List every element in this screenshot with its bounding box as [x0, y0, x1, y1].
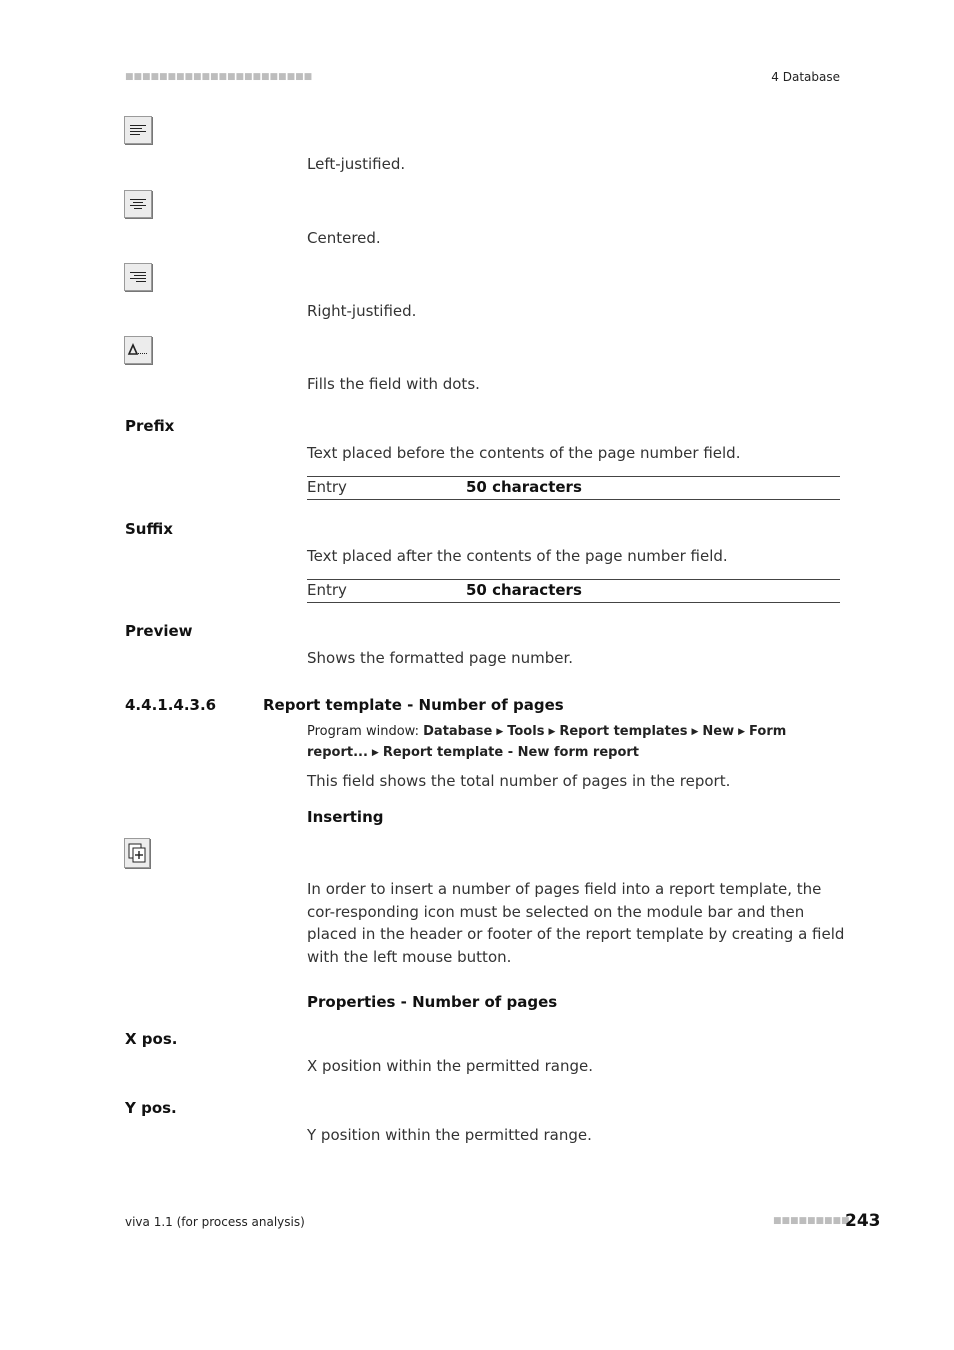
preview-description: Shows the formatted page number. [307, 649, 574, 667]
section-intro: This field shows the total number of pages in the report. [307, 772, 731, 790]
menu-path [307, 722, 847, 764]
menu-path-tools: Tools [507, 724, 545, 739]
prefix-entry-table [307, 476, 840, 500]
path-arrow-icon: ▶ [548, 727, 556, 737]
prefix-entry-value: 50 characters [466, 478, 582, 496]
suffix-description: Text placed after the contents of the page number field. [307, 547, 728, 565]
ypos-description: Y position within the permitted range. [307, 1126, 592, 1144]
menu-path-form-report: Form report... [307, 724, 787, 760]
xpos-term: X pos. [125, 1030, 178, 1048]
menu-path-new: New [702, 724, 735, 739]
align-center-description: Centered. [307, 229, 381, 247]
menu-path-new-form-report: Report template - New form report [382, 745, 640, 760]
align-left-icon [124, 116, 152, 144]
fill-dots-icon [124, 336, 152, 364]
page-number: 243 [845, 1211, 881, 1231]
prefix-entry-label: Entry [307, 478, 347, 496]
menu-path-prefix: Program window: [307, 724, 419, 739]
align-left-description: Left-justified. [307, 155, 406, 173]
prefix-term: Prefix [125, 417, 175, 435]
xpos-description: X position within the permitted range. [307, 1057, 593, 1075]
align-right-description: Right-justified. [307, 302, 417, 320]
suffix-entry-table [307, 579, 840, 603]
section-title: Report template - Number of pages [263, 696, 564, 714]
path-arrow-icon: ▶ [738, 727, 746, 737]
path-arrow-icon: ▶ [496, 727, 504, 737]
align-center-icon [124, 190, 152, 218]
prefix-description: Text placed before the contents of the page number field. [307, 444, 741, 462]
suffix-term: Suffix [125, 520, 173, 538]
insert-pages-field-icon [124, 838, 150, 868]
chapter-title: 4 Database [771, 70, 840, 84]
inserting-heading: Inserting [307, 808, 384, 826]
menu-path-database: Database [423, 724, 493, 739]
section-number: 4.4.1.4.3.6 [125, 696, 217, 714]
menu-path-report-templates: Report templates [559, 724, 688, 739]
footer-decoration: ■■■■■■■■■ [773, 1216, 850, 1226]
header-decoration: ■■■■■■■■■■■■■■■■■■■■■■ [125, 72, 313, 82]
path-arrow-icon: ▶ [691, 727, 699, 737]
suffix-entry-label: Entry [307, 581, 347, 599]
suffix-entry-value: 50 characters [466, 581, 582, 599]
footer-product: viva 1.1 (for process analysis) [125, 1215, 305, 1229]
properties-heading: Properties - Number of pages [307, 993, 558, 1011]
preview-term: Preview [125, 622, 193, 640]
fill-dots-description: Fills the field with dots. [307, 375, 480, 393]
align-right-icon [124, 263, 152, 291]
inserting-paragraph: In order to insert a number of pages field into a report template, the cor-responding icon must be selected on the module bar and then placed in the header or footer of the report template by creating a field with the left mouse button. [307, 880, 845, 966]
path-arrow-icon: ▶ [371, 748, 379, 758]
ypos-term: Y pos. [125, 1099, 177, 1117]
